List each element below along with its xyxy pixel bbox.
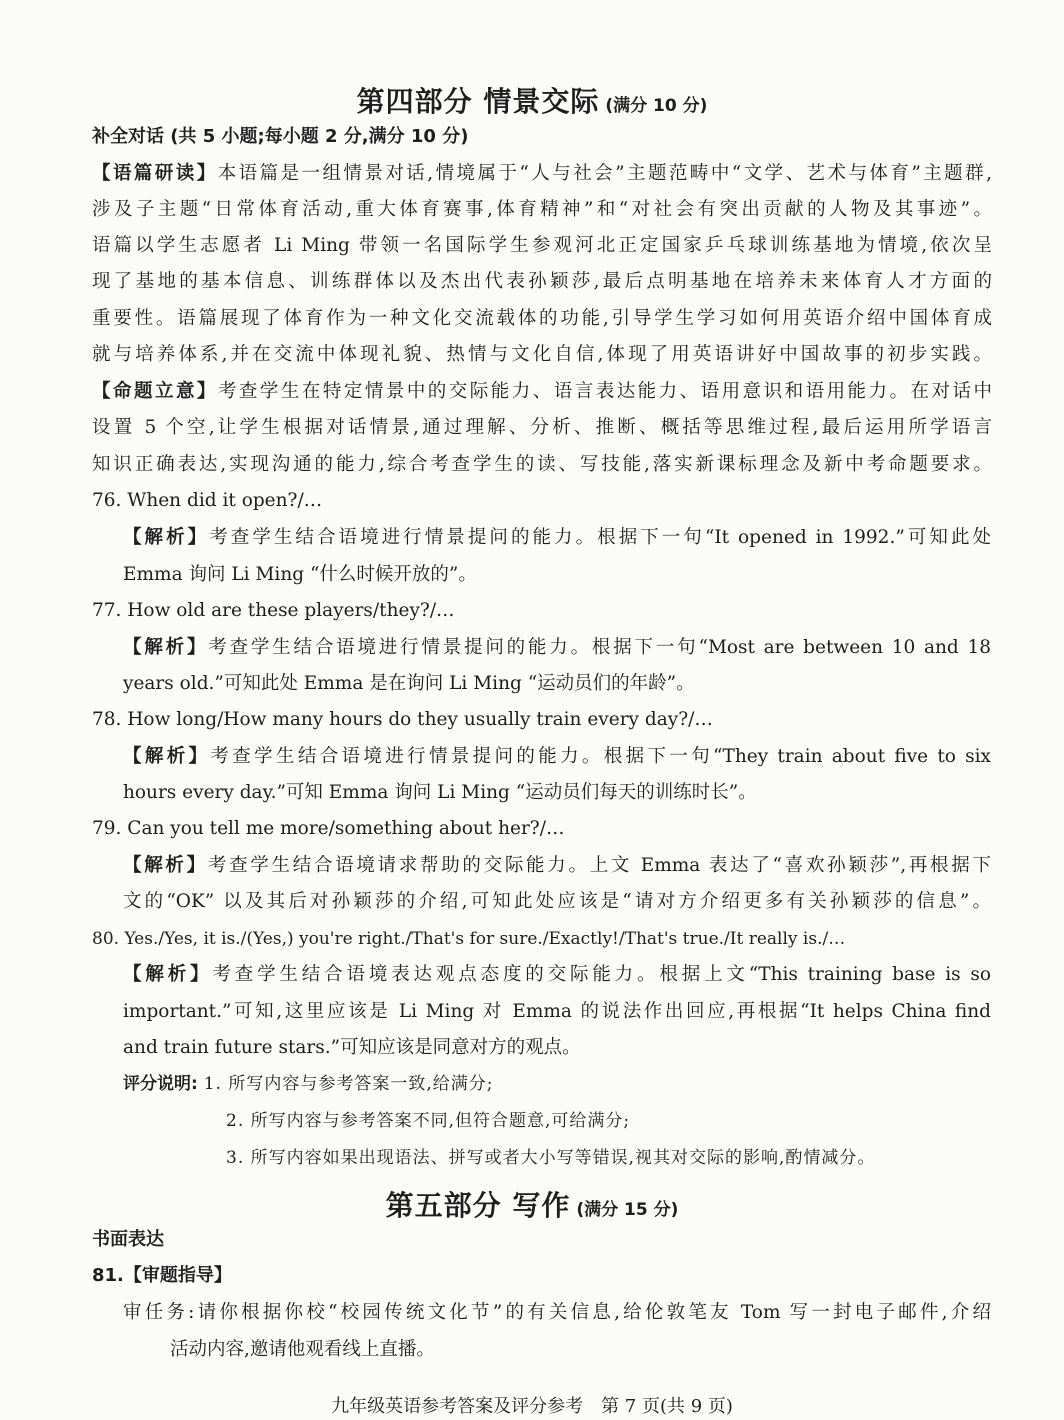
question-78: 78. How long/How many hours do they usually train every day?/… <box>92 709 713 730</box>
analysis-76-line-2: Emma 询问 Li Ming “什么时候开放的”。 <box>123 564 477 585</box>
reading-line-6: 就与培养体系,并在交流中体现礼貌、热情与文化自信,体现了用英语讲好中国故事的初步实践。 <box>92 344 992 365</box>
question-80: 80. Yes./Yes, it is./(Yes,) you're right./That's for sure./Exactly!/That's true./It really is./… <box>92 929 846 949</box>
scoring-item-3: 3. 所写内容如果出现语法、拼写或者大小写等错误,视其对交际的影响,酌情减分。 <box>226 1148 876 1168</box>
task-desc-text-1: 请你根据你校“校园传统文化节”的有关信息,给伦敦笔友 Tom 写一封电子邮件,介绍 <box>194 1302 991 1323</box>
analysis-78-line-1 <box>123 744 991 770</box>
analysis-80-line-3: and train future stars.”可知应该是同意对方的观点。 <box>123 1037 581 1058</box>
analysis-80-text: 考查学生结合语境表达观点态度的交际能力。根据上文“This training base is so <box>212 964 991 985</box>
intent-tag: 【命题立意】 <box>92 381 218 402</box>
part5-title-text: 第五部分 写作 <box>385 1189 571 1222</box>
analysis-77-line-1 <box>123 635 991 661</box>
question-81-header: 81.【审题指导】 <box>92 1265 232 1286</box>
task-desc-line-2: 活动内容,邀请他观看线上直播。 <box>170 1339 435 1360</box>
reading-line-3: 语篇以学生志愿者 Li Ming 带领一名国际学生参观河北正定国家乒乓球训练基地为情境,依次呈 <box>92 235 992 256</box>
scoring-item-2: 2. 所写内容与参考答案不同,但符合题意,可给满分; <box>226 1111 631 1131</box>
reading-line-4: 现了基地的基本信息、训练群体以及杰出代表孙颖莎,最后点明基地在培养未来体育人才方面的 <box>92 271 992 292</box>
analysis-77-line-2: years old.”可知此处 Emma 是在询问 Li Ming “运动员们的年龄”。 <box>123 673 695 694</box>
task-desc-label: 审任务: <box>123 1302 195 1323</box>
part4-title-text: 第四部分 情景交际 <box>356 85 600 118</box>
analysis-77-tag: 【解析】 <box>123 637 209 658</box>
reading-tag: 【语篇研读】 <box>92 163 218 184</box>
analysis-78-text: 考查学生结合语境进行情景提问的能力。根据下一句“They train about five to six <box>210 746 991 767</box>
part4-title <box>0 80 1064 120</box>
intent-line-2: 设置 5 个空,让学生根据对话情景,通过理解、分析、推断、概括等思维过程,最后运用所学语言 <box>92 417 992 438</box>
analysis-79-text: 考查学生结合语境请求帮助的交际能力。上文 Emma 表达了“喜欢孙颖莎”,再根据下 <box>207 855 991 876</box>
intent-line-3: 知识正确表达,实现沟通的能力,综合考查学生的读、写技能,落实新课标理念及新中考命题要求。 <box>92 454 992 475</box>
reading-line-1 <box>92 161 992 187</box>
analysis-80-line-1 <box>123 962 991 988</box>
analysis-79-tag: 【解析】 <box>123 855 208 876</box>
analysis-80-line-2: important.”可知,这里应该是 Li Ming 对 Emma 的说法作出回应,再根据“It helps China find <box>123 1001 991 1022</box>
question-76: 76. When did it open?/… <box>92 490 323 511</box>
intent-text-1: 考查学生在特定情景中的交际能力、语言表达能力、语用意识和语用能力。在对话中 <box>217 381 992 402</box>
scoring-label: 评分说明: <box>123 1074 198 1094</box>
part4-task: 补全对话 (共 5 小题;每小题 2 分,满分 10 分) <box>92 126 469 147</box>
analysis-80-tag: 【解析】 <box>123 964 213 985</box>
scoring-item-1: 1. 所写内容与参考答案一致,给满分; <box>203 1074 494 1094</box>
part5-score: (满分 15 分) <box>576 1200 679 1220</box>
analysis-77-text: 考查学生结合语境进行情景提问的能力。根据下一句“Most are between 10 and 18 <box>208 637 991 658</box>
task-desc-line-1 <box>123 1300 991 1326</box>
analysis-76-line-1 <box>123 525 991 551</box>
scoring-line-3 <box>226 1145 992 1171</box>
page-footer: 九年级英语参考答案及评分参考 第 7 页(共 9 页) <box>331 1396 733 1417</box>
analysis-79-line-1 <box>123 853 991 879</box>
question-79: 79. Can you tell me more/something about her?/… <box>92 818 565 839</box>
part5-task: 书面表达 <box>92 1229 164 1250</box>
analysis-76-text: 考查学生结合语境进行情景提问的能力。根据下一句“It opened in 1992.”可知此处 <box>209 527 991 548</box>
analysis-78-tag: 【解析】 <box>123 746 211 767</box>
analysis-79-line-2: 文的“OK” 以及其后对孙颖莎的介绍,可知此处应该是“请对方介绍更多有关孙颖莎的信息”。 <box>123 891 991 912</box>
scoring-line-1 <box>123 1071 991 1097</box>
reading-text-1: 本语篇是一组情景对话,情境属于“人与社会”主题范畴中“文学、艺术与体育”主题群, <box>217 163 992 184</box>
reading-line-2: 涉及子主题“日常体育活动,重大体育赛事,体育精神”和“对社会有突出贡献的人物及其事迹”。 <box>92 199 992 220</box>
analysis-78-line-2: hours every day.”可知 Emma 询问 Li Ming “运动员们每天的训练时长”。 <box>123 782 757 803</box>
reading-line-5: 重要性。语篇展现了体育作为一种文化交流载体的功能,引导学生学习如何用英语介绍中国体育成 <box>92 308 992 329</box>
analysis-76-tag: 【解析】 <box>123 527 210 548</box>
scoring-line-2 <box>226 1108 992 1134</box>
question-77: 77. How old are these players/they?/… <box>92 600 455 621</box>
part4-score: (满分 10 分) <box>605 96 708 116</box>
part5-title <box>0 1184 1064 1224</box>
intent-line-1 <box>92 379 992 405</box>
